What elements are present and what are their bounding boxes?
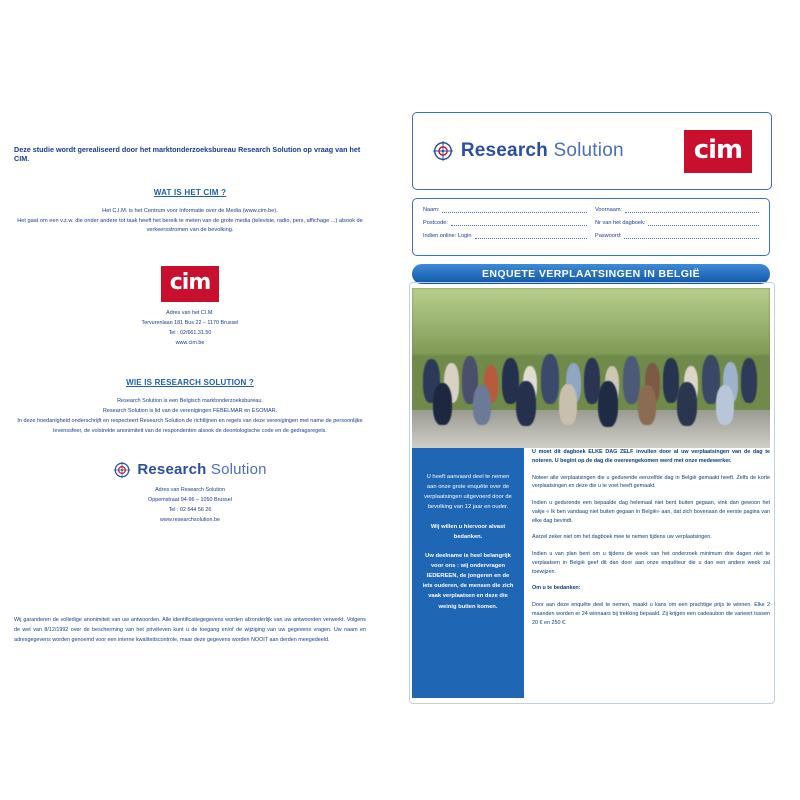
instruction-paragraph-1: U moet dit dagboek ELKE DAG ZELF invullen door al uw verplaatsingen van de dag te noteren. U begint op de dag die overeengekomen werd met onze medewerker.	[532, 449, 770, 464]
crowd-photo	[412, 288, 770, 448]
section-title-what-is-cim: WAT IS HET CIM ?	[153, 187, 227, 197]
field-label: Indien online: Login	[423, 233, 472, 239]
rs-address-street: Oppemstraat 94-96 – 1050 Brussel	[148, 496, 232, 503]
cim-address-title: Adres van het CI.M.	[166, 310, 214, 317]
field-voornaam[interactable]	[595, 205, 759, 213]
form-row	[423, 218, 759, 226]
privacy-footer-note: Wij garanderen de volledige anonimiteit van uw antwoorden. Alle identificatiegegevens worden afzonderlijk van uw antwoorden verwerkt. Volgens de wet van 8/12/1992 over de bescherming van het privéleven kunt u de toegang en/of de wijziging van uw gegevens vragen. Uw naam en adresgegevens worden genoemd voor een interne kwaliteitscontrole, maar deze gegevens worden NOOIT aan derden meegedeeld.	[14, 617, 366, 643]
field-input-line[interactable]	[475, 231, 587, 239]
field-login[interactable]	[423, 231, 587, 239]
blue-paragraph-2: Wij willen u hiervoor alvast bedanken.	[430, 523, 506, 540]
instruction-paragraph-6: Door aan deze enquête deel te nemen, maakt u kans om een prachtige prijs te winnen. Elke 2 maanden worden er 24 winnaars bij trekking bepaald. Zij krijgen een cadeaubon die varieert tussen 20 € en 250 €.	[532, 602, 770, 626]
instruction-paragraph-3: Indien u gedurende een bepaalde dag helemaal niet bent buiten gegaan, vink dan gewoon het vakje « Ik ben vandaag niet buiten gegaan in België» aan, dat zich bovenaan de eerste pagina van elke dag bevindt.	[532, 500, 770, 524]
field-label: Naam:	[423, 207, 440, 213]
field-input-line[interactable]	[624, 231, 759, 239]
field-label: Voornaam:	[595, 207, 623, 213]
cim-address-street: Tervurenlaan 181 Bus 22 – 1170 Brussel	[141, 320, 239, 327]
rs-word-bold: Research	[137, 461, 207, 479]
field-input-line[interactable]	[451, 218, 587, 226]
rs-address-web: www.researchsolution.be	[160, 516, 220, 523]
research-solution-wordmark	[461, 140, 624, 162]
rs-word-light: Solution	[210, 461, 267, 479]
instructions-column	[532, 448, 770, 698]
field-label: Nr van het dagboek:	[595, 220, 646, 226]
cim-logo: cim	[684, 130, 752, 173]
section2-paragraph-2: Research Solution is lid van de verenigingen FEBELMAR en ESOMAR.	[102, 407, 278, 414]
rs-word-light: Solution	[553, 140, 624, 161]
respondent-form	[412, 198, 770, 256]
questionnaire-title-bar: ENQUETE VERPLAATSINGEN IN BELGIË	[412, 264, 770, 284]
rs-address-block	[14, 485, 366, 525]
blue-paragraph-3: Uw deelname is heel belangrijk voor ons : wij ondervragen IEDEREEN, de jongeren en de iets ouderen, de mensen die zich vaak verplaatsen en deze die weinig buiten komen.	[422, 552, 514, 610]
cim-address-block	[14, 308, 366, 348]
cim-address-web: www.cim.be	[175, 340, 205, 347]
field-label: Postcode:	[423, 220, 448, 226]
rs-address-phone: Tel : 02 644 56 26	[168, 506, 212, 513]
research-solution-logo	[14, 461, 366, 479]
target-icon	[432, 140, 454, 162]
cim-address-phone: Tel : 02/661.31.50	[168, 330, 212, 337]
photo-crowd	[412, 336, 770, 426]
rs-word-bold: Research	[460, 140, 548, 161]
cim-logo: cim	[161, 266, 220, 302]
field-input-line[interactable]	[648, 218, 759, 226]
instruction-paragraph-2: Noteer alle verplaatsingen die u gedurende eenzelfde dag in België gemaakt heeft. Zelfs de korte verplaatsingen en deze die u te voet heeft gemaakt.	[532, 474, 770, 490]
blue-paragraph-1: U heeft aanvaard deel te nemen aan onze grote enquête over de verplaatsingen uitgevoerd door de bevolking van 12 jaar en ouder.	[424, 474, 512, 511]
left-panel	[14, 145, 366, 525]
field-postcode[interactable]	[423, 218, 587, 226]
instruction-paragraph-5: Indien u van plan bent om u tijdens de week van het onderzoek minimum drie dagen niet te verplaatsen in België geef dit dan door aan onze enquêteur die u dan een andere week zal toewijzen.	[532, 551, 770, 575]
questionnaire-cover	[404, 112, 786, 698]
field-paswoord[interactable]	[595, 231, 759, 239]
rs-address-title: Adres van Research Solution	[155, 486, 225, 493]
instruction-paragraph-4: Aarzel zeker niet om het dagboek mee te nemen tijdens uw verplaatsingen.	[532, 534, 712, 541]
section1-paragraph-2: Het gaat om een v.z.w. die onder andere tot taak heeft het bereik te meten van de grote media (televisie, radio, pers, affichage ...) alsook de verkeersstromen van de bevolking.	[17, 217, 363, 234]
section2-paragraph-3: In deze hoedanigheid onderschrijft en respecteert Research Solution de richtlijnen en regels van deze verenigingen met name de persoonlijke levenssfeer, de volstrekte anonimiteit van de respondenten alsook de deontologische code en de gedragsregels.	[17, 417, 363, 434]
section2-paragraph-1: Research Solution is een Belgisch marktonderzoeksbureau.	[117, 398, 263, 405]
field-input-line[interactable]	[442, 205, 587, 213]
research-solution-wordmark	[137, 461, 266, 478]
target-icon	[113, 461, 131, 479]
thank-you-column	[412, 448, 524, 698]
form-row	[423, 231, 759, 239]
field-input-line[interactable]	[625, 205, 759, 213]
field-naam[interactable]	[423, 205, 587, 213]
header-logo-box	[412, 112, 772, 190]
lead-statement: Deze studie wordt gerealiseerd door het marktonderzoeksbureau Research Solution op vraag van het CIM.	[14, 145, 361, 164]
field-dagboeknummer[interactable]	[595, 218, 759, 226]
section1-paragraph-1: Het C.I.M. is het Centrum voor Informatie over de Media (www.cim.be).	[102, 207, 278, 214]
field-label: Paswoord:	[595, 233, 622, 239]
section-title-who-is-research-solution: WIE IS RESEARCH SOLUTION ?	[126, 378, 254, 388]
cim-logo-block	[14, 266, 366, 302]
instruction-heading-reward: Om u te bedanken:	[532, 585, 581, 592]
form-row	[423, 205, 759, 213]
